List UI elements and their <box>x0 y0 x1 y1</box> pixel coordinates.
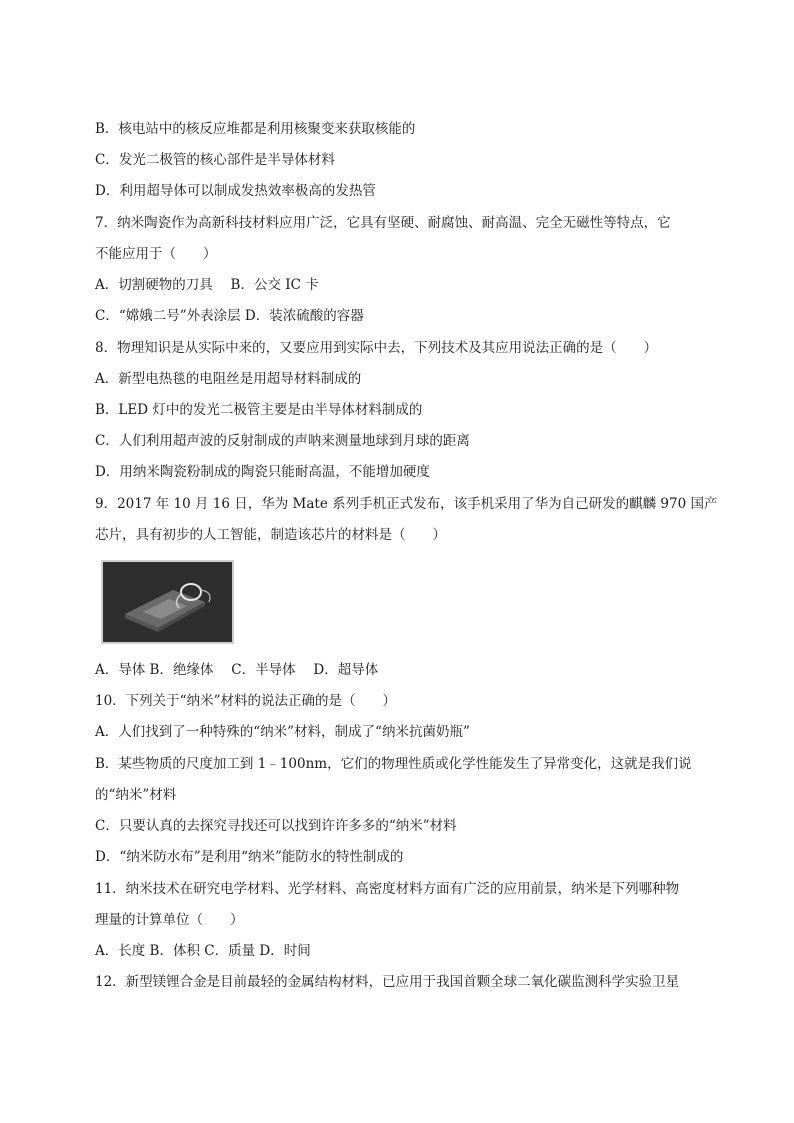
question-11-line-2: 理量的计算单位（ ） <box>95 912 244 928</box>
option-6d: D．利用超导体可以制成发热效率极高的发热管 <box>95 183 376 199</box>
option-6c: C．发光二极管的核心部件是半导体材料 <box>95 152 335 168</box>
question-9-line-1: 9．2017 年 10 月 16 日，华为 Mate 系列手机正式发布，该手机采用了华为自己研发的麒麟 970 国产 <box>95 496 718 512</box>
question-11-line-1: 11．纳米技术在研究电学材料、光学材料、高密度材料方面有广泛的应用前景，纳米是下列哪种物 <box>95 881 680 897</box>
option-8c: C．人们利用超声波的反射制成的声呐来测量地球到月球的距离 <box>95 433 470 449</box>
option-10b-line-1: B．某些物质的尺度加工到 1﹣100nm，它们的物理性质或化学性能发生了异常变化，这就是我们说 <box>95 756 692 772</box>
option-8d: D．用纳米陶瓷粉制成的陶瓷只能耐高温，不能增加硬度 <box>95 464 430 480</box>
question-10: 10．下列关于“纳米”材料的说法正确的是（ ） <box>95 693 396 709</box>
options-11: A．长度 B．体积 C．质量 D．时间 <box>95 943 311 959</box>
options-7cd: C．“嫦娥二号”外表涂层 D．装浓硫酸的容器 <box>95 308 364 324</box>
question-8: 8．物理知识是从实际中来的，又要应用到实际中去，下列技术及其应用说法正确的是（ ） <box>95 340 658 356</box>
option-10c: C．只要认真的去探究寻找还可以找到许许多多的“纳米”材料 <box>95 818 457 834</box>
option-8b: B．LED 灯中的发光二极管主要是由半导体材料制成的 <box>95 402 423 418</box>
option-10b-line-2: 的“纳米”材料 <box>95 787 177 803</box>
chip-photo <box>101 560 234 644</box>
question-7-line-2: 不能应用于（ ） <box>95 246 217 262</box>
option-8a: A．新型电热毯的电阻丝是用超导材料制成的 <box>95 371 362 387</box>
options-7ab: A．切割硬物的刀具 B．公交 IC 卡 <box>95 277 319 293</box>
options-9: A．导体 B．绝缘体 C．半导体 D．超导体 <box>95 662 379 678</box>
question-9-line-2: 芯片，具有初步的人工智能，制造该芯片的材料是（ ） <box>95 527 446 543</box>
question-12: 12．新型镁锂合金是目前最轻的金属结构材料，已应用于我国首颗全球二氧化碳监测科学实验卫星 <box>95 974 680 990</box>
option-10a: A．人们找到了一种特殊的“纳米”材料，制成了“纳米抗菌奶瓶” <box>95 724 470 740</box>
chip-image-icon <box>103 562 232 642</box>
option-6b: B．核电站中的核反应堆都是利用核聚变来获取核能的 <box>95 121 416 137</box>
option-10d: D．“纳米防水布”是利用“纳米”能防水的特性制成的 <box>95 849 404 865</box>
question-7-line-1: 7．纳米陶瓷作为高新科技材料应用广泛，它具有坚硬、耐腐蚀、耐高温、完全无磁性等特点，它 <box>95 215 671 231</box>
